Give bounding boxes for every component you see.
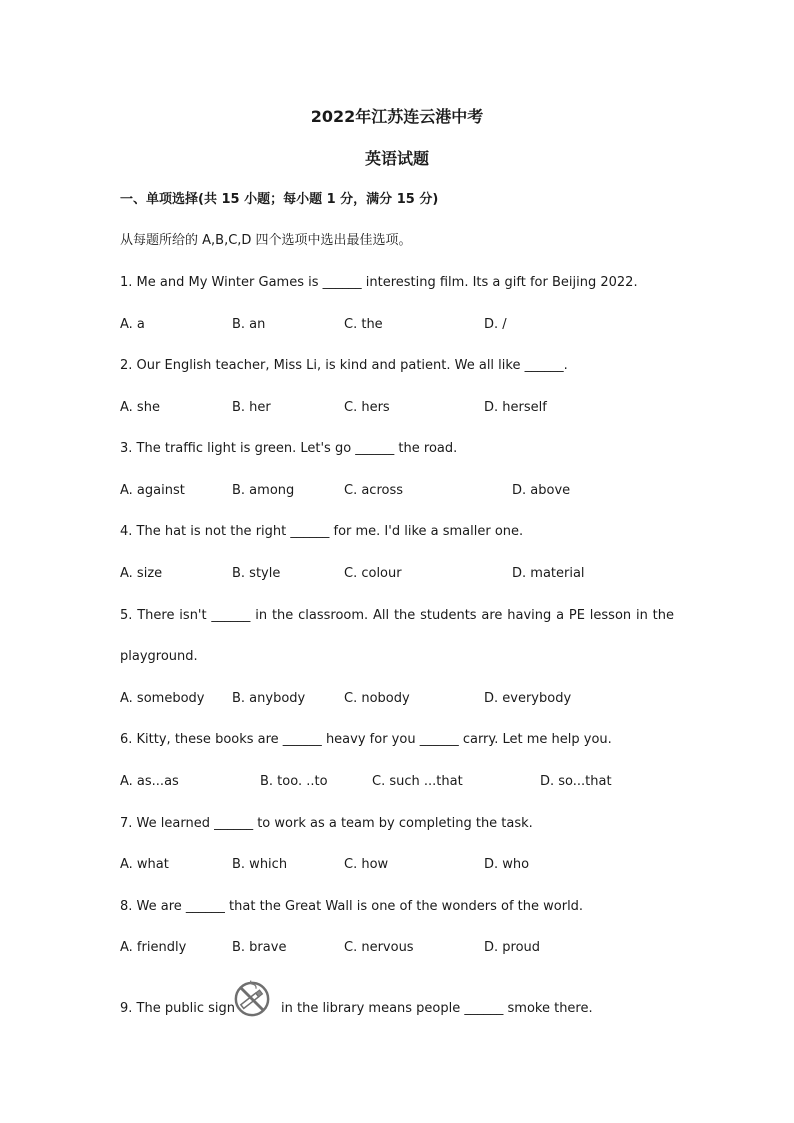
question-1-stem: 1. Me and My Winter Games is ______ interesting film. Its a gift for Beijing 2022.	[120, 275, 638, 290]
question-1-option-b: B. an	[232, 317, 266, 332]
question-2-option-a: A. she	[120, 400, 160, 415]
question-7-stem: 7. We learned ______ to work as a team by completing the task.	[120, 816, 533, 831]
question-2-option-d: D. herself	[484, 400, 547, 415]
question-1-option-c: C. the	[344, 317, 383, 332]
question-4-option-b: B. style	[232, 566, 281, 581]
question-8-option-b: B. brave	[232, 940, 287, 955]
question-7-option-b: B. which	[232, 857, 288, 872]
question-6-stem: 6. Kitty, these books are ______ heavy for you ______ carry. Let me help you.	[120, 732, 612, 747]
question-7-option-d: D. who	[484, 857, 530, 872]
question-6-option-d: D. so...that	[540, 774, 612, 789]
question-3-option-b: B. among	[232, 483, 295, 498]
exam-title: 2022年江苏连云港中考	[310, 107, 484, 126]
question-2-option-c: C. hers	[344, 400, 390, 415]
question-7-option-c: C. how	[344, 857, 389, 872]
question-4-option-a: A. size	[120, 566, 163, 581]
question-8-stem: 8. We are ______ that the Great Wall is one of the wonders of the world.	[120, 899, 584, 914]
question-2-option-b: B. her	[232, 400, 271, 415]
question-3-stem: 3. The traffic light is green. Let's go ______ the road.	[120, 441, 458, 456]
question-5-option-c: C. nobody	[344, 691, 410, 706]
section-instruction: 从每题所给的 A,B,C,D 四个选项中选出最佳选项。	[120, 233, 412, 248]
question-8-option-a: A. friendly	[120, 940, 187, 955]
section-heading: 一、单项选择(共 15 小题；每小题 1 分，满分 15 分)	[120, 192, 439, 207]
question-9-stem-before: 9. The public sign	[120, 1001, 235, 1016]
question-3-option-c: C. across	[344, 483, 404, 498]
question-7-option-a: A. what	[120, 857, 169, 872]
question-8-option-c: C. nervous	[344, 940, 414, 955]
question-1-option-a: A. a	[120, 317, 145, 332]
question-6-option-a: A. as...as	[120, 774, 179, 789]
question-5-option-b: B. anybody	[232, 691, 306, 706]
question-5-stem-continued: playground.	[120, 649, 198, 664]
question-3-option-a: A. against	[120, 483, 185, 498]
question-5-stem: 5. There isn't ______ in the classroom. All the students are having a PE lesson in the	[120, 608, 674, 623]
question-4-option-d: D. material	[512, 566, 585, 581]
question-4-option-c: C. colour	[344, 566, 402, 581]
question-6-option-b: B. too. ..to	[260, 774, 328, 789]
question-1-option-d: D. /	[484, 317, 507, 332]
question-2-stem: 2. Our English teacher, Miss Li, is kind and patient. We all like ______.	[120, 358, 568, 373]
question-9-stem-after: in the library means people ______ smoke there.	[281, 1001, 593, 1016]
exam-subtitle: 英语试题	[364, 149, 429, 168]
question-6-option-c: C. such ...that	[372, 774, 463, 789]
question-5-option-d: D. everybody	[484, 691, 572, 706]
question-8-option-d: D. proud	[484, 940, 541, 955]
no-smoking-icon	[233, 980, 271, 1018]
question-4-stem: 4. The hat is not the right ______ for me. I'd like a smaller one.	[120, 524, 524, 539]
question-5-option-a: A. somebody	[120, 691, 205, 706]
question-3-option-d: D. above	[512, 483, 571, 498]
